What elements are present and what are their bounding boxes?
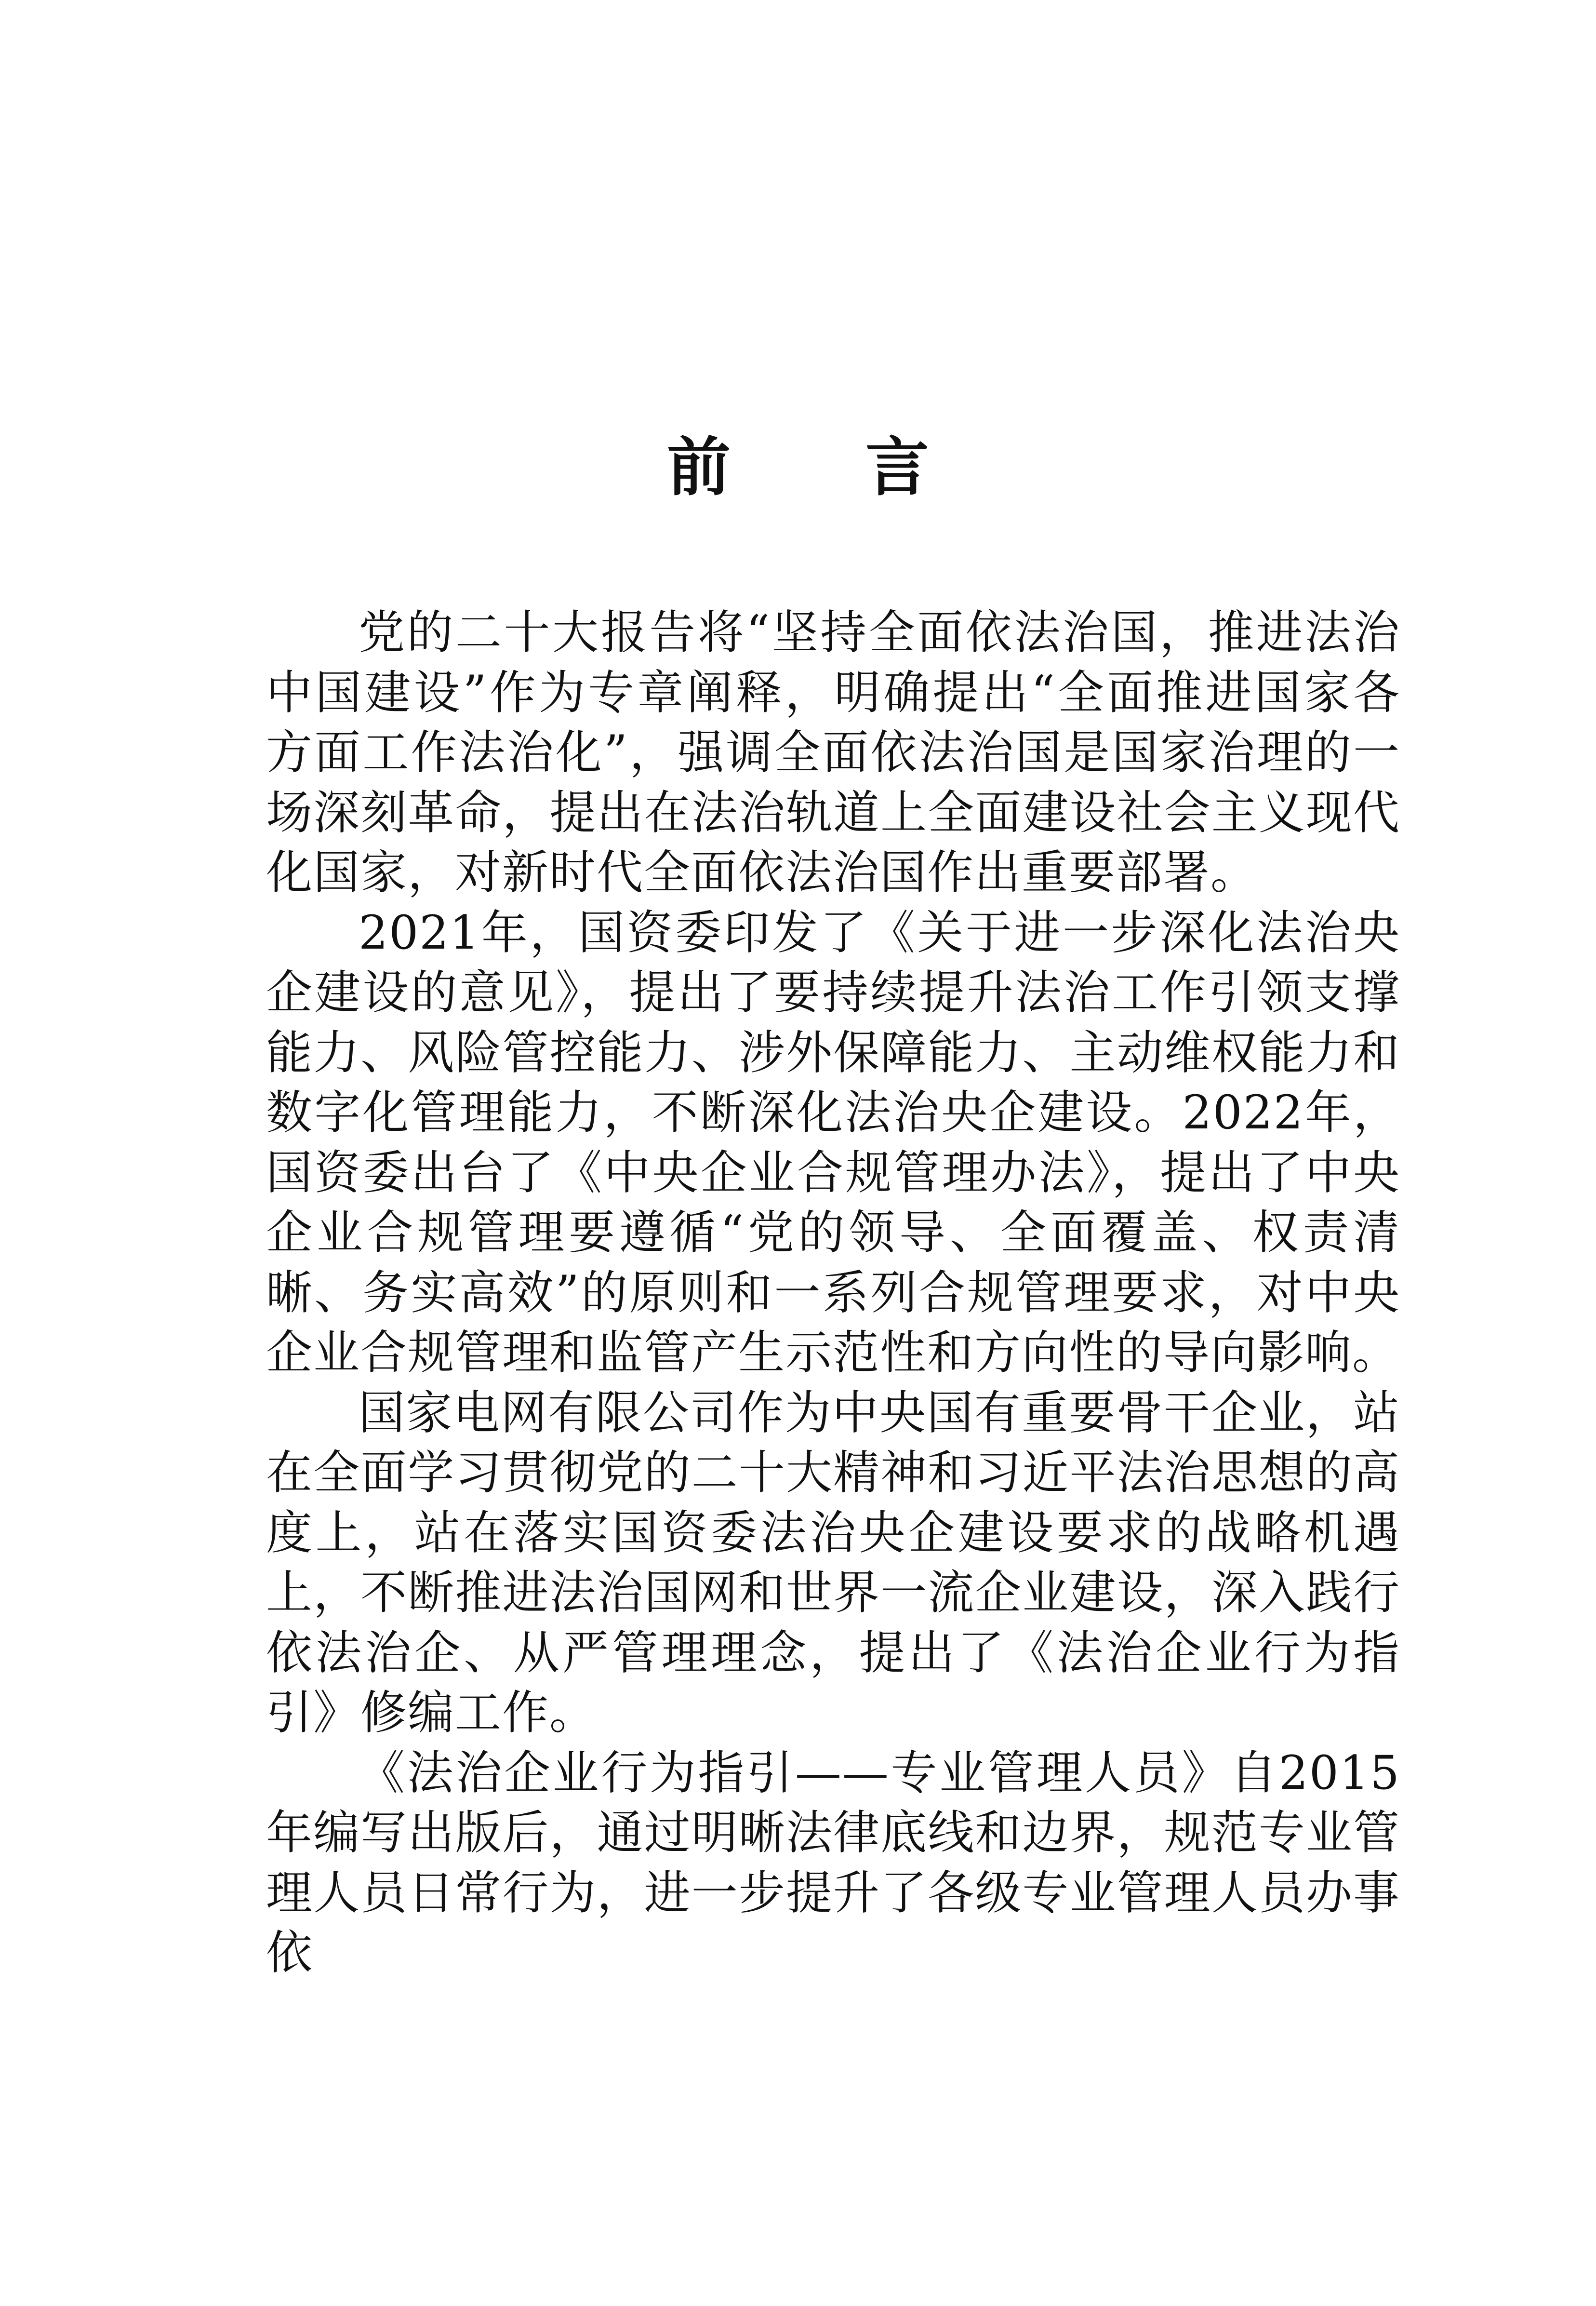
- paragraph: 国家电网有限公司作为中央国有重要骨干企业，站在全面学习贯彻党的二十大精神和习近平法治思想的高度上，站在落实国资委法治央企建设要求的战略机遇上，不断推进法治国网和世界一流企业建设，深入践行依法治企、从严管理理念，提出了《法治企业行为指引》修编工作。: [266, 1385, 1400, 1740]
- preface-body: [266, 603, 1400, 1983]
- title-char-1: 前: [667, 430, 731, 505]
- page-title: [0, 419, 1596, 516]
- paragraph: 党的二十大报告将“坚持全面依法治国，推进法治中国建设”作为专章阐释，明确提出“全面推进国家各方面工作法治化”，强调全面依法治国是国家治理的一场深刻革命，提出在法治轨道上全面建设社会主义现代化国家，对新时代全面依法治国作出重要部署。: [266, 605, 1400, 899]
- paragraph: 《法治企业行为指引——专业管理人员》自2015年编写出版后，通过明晰法律底线和边界，规范专业管理人员日常行为，进一步提升了各级专业管理人员办事依: [266, 1745, 1400, 1980]
- title-char-2: 言: [865, 430, 929, 505]
- paragraph: 2021年，国资委印发了《关于进一步深化法治央企建设的意见》，提出了要持续提升法治工作引领支撑能力、风险管控能力、涉外保障能力、主动维权能力和数字化管理能力，不断深化法治央企建设。2022年，国资委出台了《中央企业合规管理办法》，提出了中央企业合规管理要遵循“党的领导、全面覆盖、权责清晰、务实高效”的原则和一系列合规管理要求，对中央企业合规管理和监管产生示范性和方向性的导向影响。: [266, 905, 1400, 1380]
